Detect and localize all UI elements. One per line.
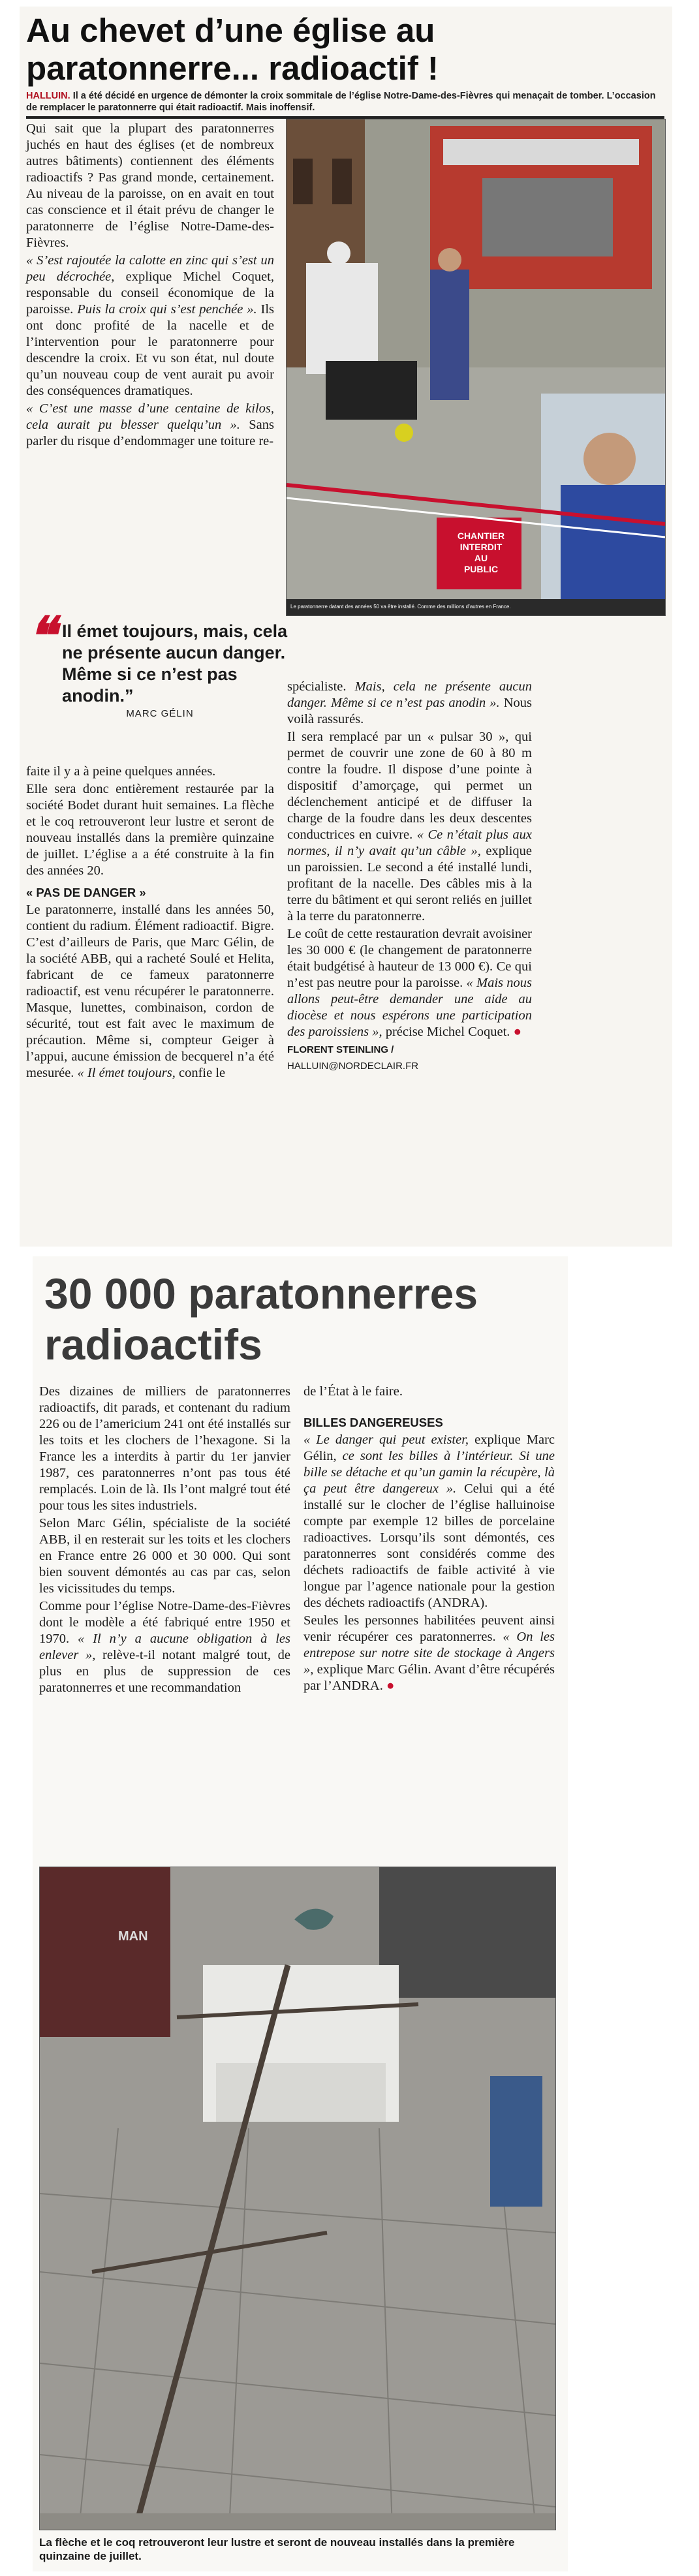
photo1-caption: Le paratonnerre datant des années 50 va être installé. Comme des millions d’autres en France. [290, 604, 511, 610]
subhead-pas-de-danger: « PAS DE DANGER » [26, 886, 146, 899]
truck-label: MAN [118, 1929, 148, 1944]
col2-paragraph: Le coût de cette restauration devrait avoisiner les 30 000 € (le changement de paratonnerre était budgétisé à hauteur de 13 000 €). Ce qui n’est pas neutre pour la paroisse. « Mais nous allons peut-être demander une aide au diocèse et nous espérons une participation des paroissiens », précise Michel Coquet. ● [287, 927, 532, 1039]
col2-paragraph: Il sera remplacé par un « pulsar 30 », qui permet de couvrir une zone de 60 à 80 m contre la foudre. Il dispose d’une pointe à dispositif d’amorçage, qui permet un déclenchement anticipé et de diffuser la charge de la foudre dans les deux descentes conductrices en cuivre. « Ce n’était plus aux normes, il n’y avait qu’un câble », explique un paroissien. Le second a été installé lundi, profitant de la nacelle. Des câbles mis à la terre du bâtiment et qui seront reliés en juillet à la terre du paratonnerre. [287, 730, 533, 923]
sidebar-clipping [33, 1256, 568, 2571]
author-signature: FLORENT STEINLING / [287, 1044, 394, 1055]
sidebar-paragraph: de l’État à le faire. [303, 1384, 403, 1399]
col1-paragraph: « C’est une masse d’une centaine de kilos, cela aurait pu blesser quelqu’un ». Sans parler du risque d’endommager une toiture re- [26, 401, 274, 448]
quote-mark-icon: ❝ [27, 607, 56, 665]
article-col1-upper [26, 121, 274, 451]
sidebar-title: 30 000 paratonnerres radioactifs [44, 1269, 478, 1369]
pull-quote-text: Il émet toujours, mais, cela ne présente aucun danger. Même si ce n’est pas anodin.” [62, 621, 288, 706]
sidebar-col2 [303, 1384, 555, 1696]
photo-cross-on-ground [39, 1867, 556, 2530]
sidebar-paragraph: Des dizaines de milliers de paratonnerres radioactifs, dit parads, et contenant du radium 226 ou de l’americium 241 ont été installés sur les toits et les clochers de l’hexagone. Si la France les a interdits à partir du 1er janvier 1987, ces paratonnerres n’ont pas tous été remplacés. Loin de là. Ils l’ont malgré tout été pour tous les sites industriels. [39, 1384, 290, 1513]
sidebar-paragraph: Comme pour l’église Notre-Dame-des-Fièvres dont le modèle a été fabriqué entre 1950 et 1970. « Il n’y a aucune obligation à les enlever », relève-t-il notant malgré tout, de plus en plus de suppression de ces paratonnerres et une recommandation [39, 1599, 291, 1695]
pull-quote-author: MARC GÉLIN [126, 708, 194, 719]
subhead-billes-dangereuses: BILLES DANGEREUSES [303, 1416, 443, 1429]
end-bullet-icon: ● [513, 1025, 521, 1039]
col1-paragraph: Qui sait que la plupart des paratonnerres juchés en haut des églises (et de nombreux autres bâtiments) contiennent des éléments radioactifs ? Pas grand monde, certainement. Au niveau de la paroisse, on en avait en tout cas conscience et il était prévu de changer le paratonnerre de l’église Notre-Dame-des-Fièvres. [26, 121, 274, 250]
pull-quote [27, 607, 288, 720]
col1-paragraph: Elle sera donc entièrement restaurée par la société Bodet durant huit semaines. La flèche et le coq retrouveront leur lustre et seront de nouveau installés dans la première quinzaine de juillet. L’église a a été construite à la fin des années 20. [26, 782, 274, 878]
photo-church-workers [286, 119, 666, 616]
article-col1-lower [26, 764, 274, 1083]
deck-location: HALLUIN. [26, 91, 70, 101]
sidebar-paragraph: « Le danger qui peut exister, explique Marc Gélin, ce sont les billes à l’intérieur. Si une bille se détache et qu’un gamin la récupère, là ça peut être dangereux ». Celui qui a été installé sur le clocher de l’église halluinoise compte par exemple 12 billes de porcelaine radioactives. Lorsqu’ils sont démontés, ces paratonnerres sont considérés comme des déchets radioactifs de faible activité à vie longue par l’agence nationale pour la gestion des déchets radioactifs (ANDRA). [303, 1433, 555, 1610]
col2-paragraph: spécialiste. Mais, cela ne présente aucun danger. Même si ce n’est pas anodin ». Nous voilà rassurés. [287, 679, 533, 726]
end-bullet-icon: ● [386, 1679, 395, 1693]
article-col2 [287, 679, 532, 1074]
article-deck [26, 90, 664, 114]
photo-cross-illustration [40, 1867, 555, 2530]
sidebar-col1 [39, 1384, 290, 1698]
deck-text: Il a été décidé en urgence de démonter la croix sommitale de l’église Notre-Dame-des-Fièvres qui menaçait de tomber. L’occasion de remplacer le paratonnerre qui était radioactif. Mais inoffensif. [26, 91, 656, 113]
sidebar-paragraph: Selon Marc Gélin, spécialiste de la société ABB, il en resterait sur les toits et les clochers en France entre 26 000 et 30 000. Qui sont bien souvent démontés au cas par cas, selon les vicissitudes du temps. [39, 1516, 290, 1596]
author-email: HALLUIN@NORDECLAIR.FR [287, 1061, 419, 1072]
col1-paragraph: « S’est rajoutée la calotte en zinc qui s’est un peu décrochée, explique Michel Coquet, responsable du conseil économique de la paroisse. Puis la croix qui s’est penchée ». Ils ont donc profité de la nacelle et de l’intervention pour le paratonnerre pour descendre la croix. Et vu son état, nul doute qu’un nouveau coup de vent aurait pu avoir des conséquences dramatiques. [26, 253, 275, 398]
col1-paragraph: faite il y a à peine quelques années. [26, 764, 216, 779]
article-headline: Au chevet d’une église au paratonnerre... radioactif ! [26, 12, 439, 87]
sidebar-paragraph: Seules les personnes habilitées peuvent ainsi venir récupérer ces paratonnerres. « On les entrepose sur notre site de stockage à Angers », explique Marc Gélin. Avant d’être récupérés par l’ANDRA. ● [303, 1613, 555, 1693]
article-clipping [20, 7, 672, 1247]
sign-chantier-interdit: CHANTIER INTERDIT AU PUBLIC [457, 531, 505, 574]
sidebar-photo-caption: La flèche et le coq retrouveront leur lustre et seront de nouveau installés dans la première quinzaine de juillet. [39, 2536, 515, 2562]
col1-paragraph: Le paratonnerre, installé dans les années 50, contient du radium. Élément radioactif. Bigre. C’est d’ailleurs de Paris, que Marc Gélin, de la société ABB, qui a racheté Soulé et Helita, fabricant de ce fameux paratonnerre radioactif, est venu récupérer le paratonnerre. Masque, lunettes, combinaison, cordon de sécurité, tout est fait avec le maximum de précaution. Même si, compteur Geiger à l’appui, aucune émission de becquerel n’a été mesurée. « Il émet toujours, confie le [26, 903, 274, 1080]
